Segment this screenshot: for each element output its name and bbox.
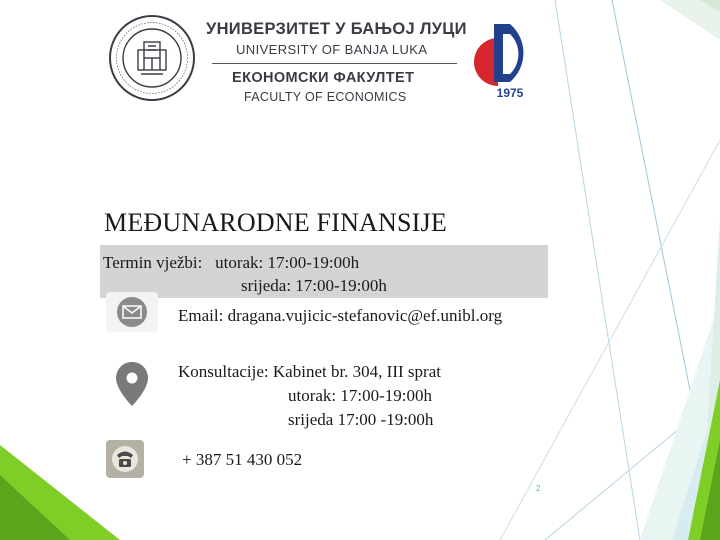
university-name-latin: UNIVERSITY OF BANJA LUKA [236,42,428,57]
schedule-day2: srijeda: 17:00-19:00h [241,276,387,295]
consultations-line3: srijeda 17:00 -19:00h [288,410,434,429]
page-title: MEĐUNARODNE FINANSIJE [104,208,447,237]
page-number: 2 [536,484,541,493]
schedule-label: Termin vježbi: [103,253,203,272]
location-pin-icon [112,360,152,408]
university-seal-icon [108,14,196,102]
telephone-icon [106,440,144,478]
schedule-first-line [103,253,359,273]
schedule-box [100,245,548,298]
schedule-day1: utorak: 17:00-19:00h [215,253,360,272]
envelope-icon [106,292,158,332]
logo-year: 1975 [496,86,524,100]
university-header [200,20,470,104]
university-name-cyrillic: УНИВЕРЗИТЕТ У БАЊОЈ ЛУЦИ [206,20,467,38]
consultations-line1: Konsultacije: Kabinet br. 304, III sprat [178,362,441,381]
faculty-name-latin: FACULTY OF ECONOMICS [244,90,407,104]
faculty-logo-icon [470,18,550,100]
faculty-name-cyrillic: ЕКОНОМСКИ ФАКУЛТЕТ [232,70,415,86]
phone-text: + 387 51 430 052 [182,450,303,469]
consultations-line2: utorak: 17:00-19:00h [288,386,433,405]
header-divider [212,63,457,64]
email-text: Email: dragana.vujicic-stefanovic@ef.unibl.org [178,306,503,325]
